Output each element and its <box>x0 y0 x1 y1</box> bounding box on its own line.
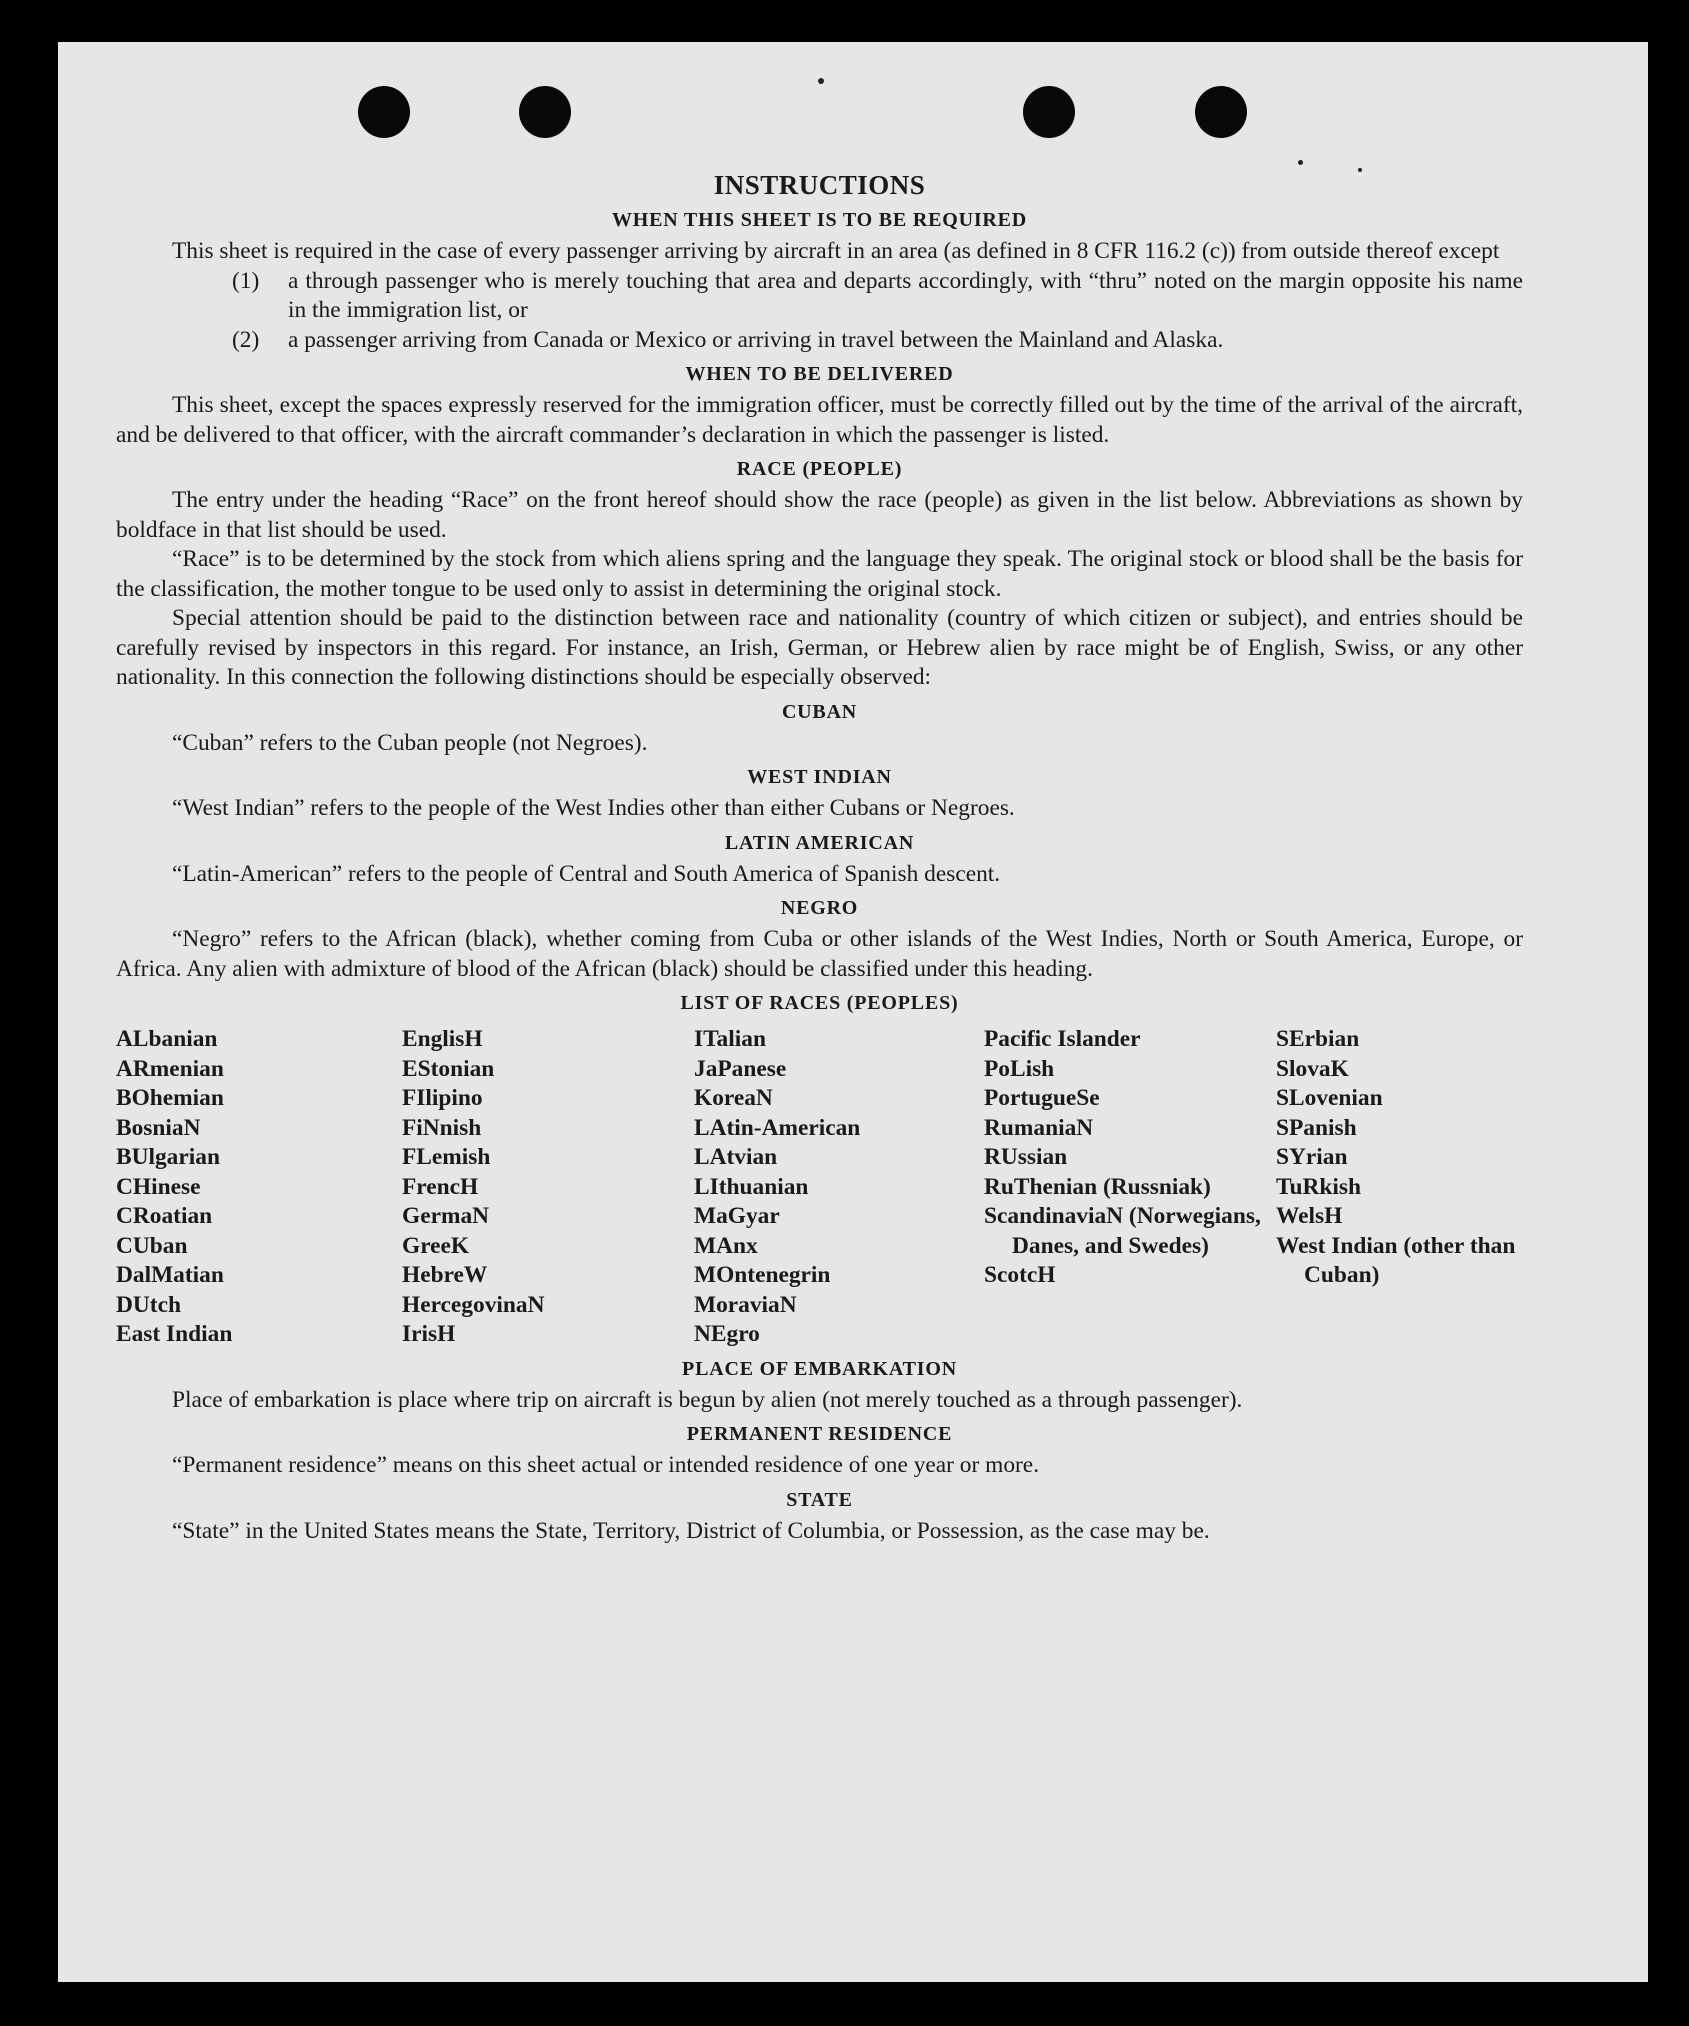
heading-when-required: WHEN THIS SHEET IS TO BE REQUIRED <box>611 209 1028 231</box>
race-entry: KoreaN <box>694 1085 773 1111</box>
race-entry: SlovaK <box>1276 1055 1349 1082</box>
punch-hole-4 <box>1195 86 1247 138</box>
heading-latin-american: LATIN AMERICAN <box>724 831 915 854</box>
heading-west-indian: WEST INDIAN <box>747 766 892 788</box>
race-entry: EnglisH <box>402 1026 483 1052</box>
race-entry: HercegovinaN <box>402 1291 545 1318</box>
document-sheet <box>58 42 1648 1982</box>
race-paragraph: “Race” is to be determined by the stock from which aliens spring and the language they speak. The original stock or blood shall be the basis for the classification, the mother tongue to be used only to assist in determining the original stock. <box>116 546 1523 602</box>
race-entry: FIlipino <box>402 1085 483 1111</box>
instructions-content <box>116 170 1523 1546</box>
state-body: “State” in the United States means the State, Territory, District of Columbia, or Possession, as the case may be. <box>172 1517 1210 1544</box>
speck <box>1298 160 1303 165</box>
race-entry: East Indian <box>116 1321 233 1347</box>
races-column-1 <box>116 1025 402 1350</box>
race-entry: SPanish <box>1276 1114 1357 1141</box>
item-text: a through passenger who is merely touching that area and departs accordingly, with “thru” noted on the margin opposite his name in the immigration list, or <box>288 267 1523 323</box>
race-entry: LAtvian <box>694 1144 778 1170</box>
race-entry: MoraviaN <box>694 1291 797 1318</box>
when-delivered-body: This sheet, except the spaces expressly reserved for the immigration officer, must be correctly filled out by the time of the arrival of the aircraft, and be delivered to that officer, with the aircraft commander’s declaration in which the passenger is listed. <box>116 392 1523 448</box>
race-entry: SLovenian <box>1276 1085 1383 1111</box>
embarkation-body: Place of embarkation is place where trip on aircraft is begun by alien (not merely touched as a through passenger). <box>172 1386 1243 1413</box>
race-entry: GermaN <box>402 1203 490 1229</box>
list-item <box>232 326 1523 356</box>
race-entry: ITalian <box>694 1026 766 1052</box>
race-paragraph: The entry under the heading “Race” on the front hereof should show the race (people) as given in the list below. Abbreviations as shown by boldface in that list should be used. <box>116 487 1523 543</box>
races-column-3 <box>694 1025 984 1350</box>
item-text: a passenger arriving from Canada or Mexico or arriving in travel between the Mainland and Alaska. <box>288 326 1224 353</box>
page-title: INSTRUCTIONS <box>713 170 926 200</box>
races-column-5 <box>1276 1025 1523 1350</box>
race-entry: RuThenian (Russniak) <box>984 1173 1211 1200</box>
race-entry: ALbanian <box>116 1026 218 1052</box>
heading-permanent-residence: PERMANENT RESIDENCE <box>686 1423 953 1445</box>
heading-negro: NEGRO <box>780 897 859 919</box>
race-entry: CUban <box>116 1232 188 1259</box>
speck <box>818 78 824 84</box>
race-entry: EStonian <box>402 1055 495 1082</box>
permanent-residence-body: “Permanent residence” means on this sheet actual or intended residence of one year or more. <box>172 1452 1040 1478</box>
race-entry: DalMatian <box>116 1262 224 1288</box>
west-indian-body: “West Indian” refers to the people of the West Indies other than either Cubans or Negroes. <box>172 795 1015 821</box>
race-entry: SErbian <box>1276 1026 1360 1052</box>
race-entry: FiNnish <box>402 1114 482 1141</box>
race-entry: BOhemian <box>116 1085 224 1111</box>
race-entry: West Indian (other than Cuban) <box>1276 1232 1522 1288</box>
race-entry: ScandinaviaN (Norwegians, Danes, and Swedes) <box>984 1203 1267 1259</box>
heading-race: RACE (PEOPLE) <box>736 458 903 480</box>
race-entry: CRoatian <box>116 1203 213 1229</box>
race-entry: HebreW <box>402 1262 488 1288</box>
cuban-body: “Cuban” refers to the Cuban people (not Negroes). <box>172 729 648 756</box>
race-entry: MOntenegrin <box>694 1262 831 1288</box>
race-entry: CHinese <box>116 1173 201 1200</box>
item-number: (1) <box>232 267 260 294</box>
race-entry: BosniaN <box>116 1114 201 1141</box>
race-entry: ScotcH <box>984 1262 1056 1288</box>
race-entry: ARmenian <box>116 1055 224 1082</box>
heading-cuban: CUBAN <box>781 700 858 723</box>
race-entry: GreeK <box>402 1232 470 1259</box>
item-number: (2) <box>232 326 260 353</box>
heading-state: STATE <box>786 1488 853 1511</box>
races-column-4 <box>984 1025 1276 1350</box>
race-entry: TuRkish <box>1276 1173 1361 1200</box>
negro-body: “Negro” refers to the African (black), whether coming from Cuba or other islands of the West Indies, North or South America, Europe, or Africa. Any alien with admixture of blood of the African (black) should be classified under this heading. <box>116 926 1523 982</box>
race-entry: FLemish <box>402 1144 491 1170</box>
latin-american-body: “Latin-American” refers to the people of Central and South America of Spanish descent. <box>172 860 1001 887</box>
race-entry: RumaniaN <box>984 1114 1094 1141</box>
race-entry: NEgro <box>694 1321 760 1347</box>
punch-hole-2 <box>519 86 571 138</box>
race-paragraph: Special attention should be paid to the distinction between race and nationality (country of which citizen or subject), and entries should be carefully revised by inspectors in this regard. For instance, an Irish, German, or Hebrew alien by race might be of English, Swiss, or any other nationality. In this connection the following distinctions should be especially observed: <box>116 605 1523 690</box>
heading-list-of-races: LIST OF RACES (PEOPLES) <box>680 992 959 1014</box>
races-table <box>116 1025 1523 1350</box>
race-entry: BUlgarian <box>116 1144 220 1170</box>
race-entry: Pacific Islander <box>984 1026 1141 1052</box>
list-item <box>232 267 1523 326</box>
heading-when-delivered: WHEN TO BE DELIVERED <box>685 363 954 385</box>
punch-hole-1 <box>358 86 410 138</box>
race-entry: RUssian <box>984 1144 1068 1170</box>
race-entry: LIthuanian <box>694 1173 809 1200</box>
race-entry: PortugueSe <box>984 1085 1100 1111</box>
punch-hole-3 <box>1023 86 1075 138</box>
race-entry: LAtin-American <box>694 1114 861 1141</box>
heading-embarkation: PLACE OF EMBARKATION <box>682 1357 957 1380</box>
race-entry: DUtch <box>116 1291 181 1318</box>
race-entry: PoLish <box>984 1055 1055 1082</box>
when-required-body: This sheet is required in the case of every passenger arriving by aircraft in an area (as defined in 8 CFR 116.2 (c)) from outside thereof except <box>172 238 1500 264</box>
race-entry: JaPanese <box>694 1055 787 1082</box>
race-entry: SYrian <box>1276 1144 1348 1170</box>
race-entry: MAnx <box>694 1232 758 1259</box>
race-entry: MaGyar <box>694 1203 780 1229</box>
race-entry: FrencH <box>402 1173 479 1200</box>
races-column-2 <box>402 1025 694 1350</box>
race-entry: WelsH <box>1276 1203 1343 1229</box>
race-entry: IrisH <box>402 1321 456 1347</box>
